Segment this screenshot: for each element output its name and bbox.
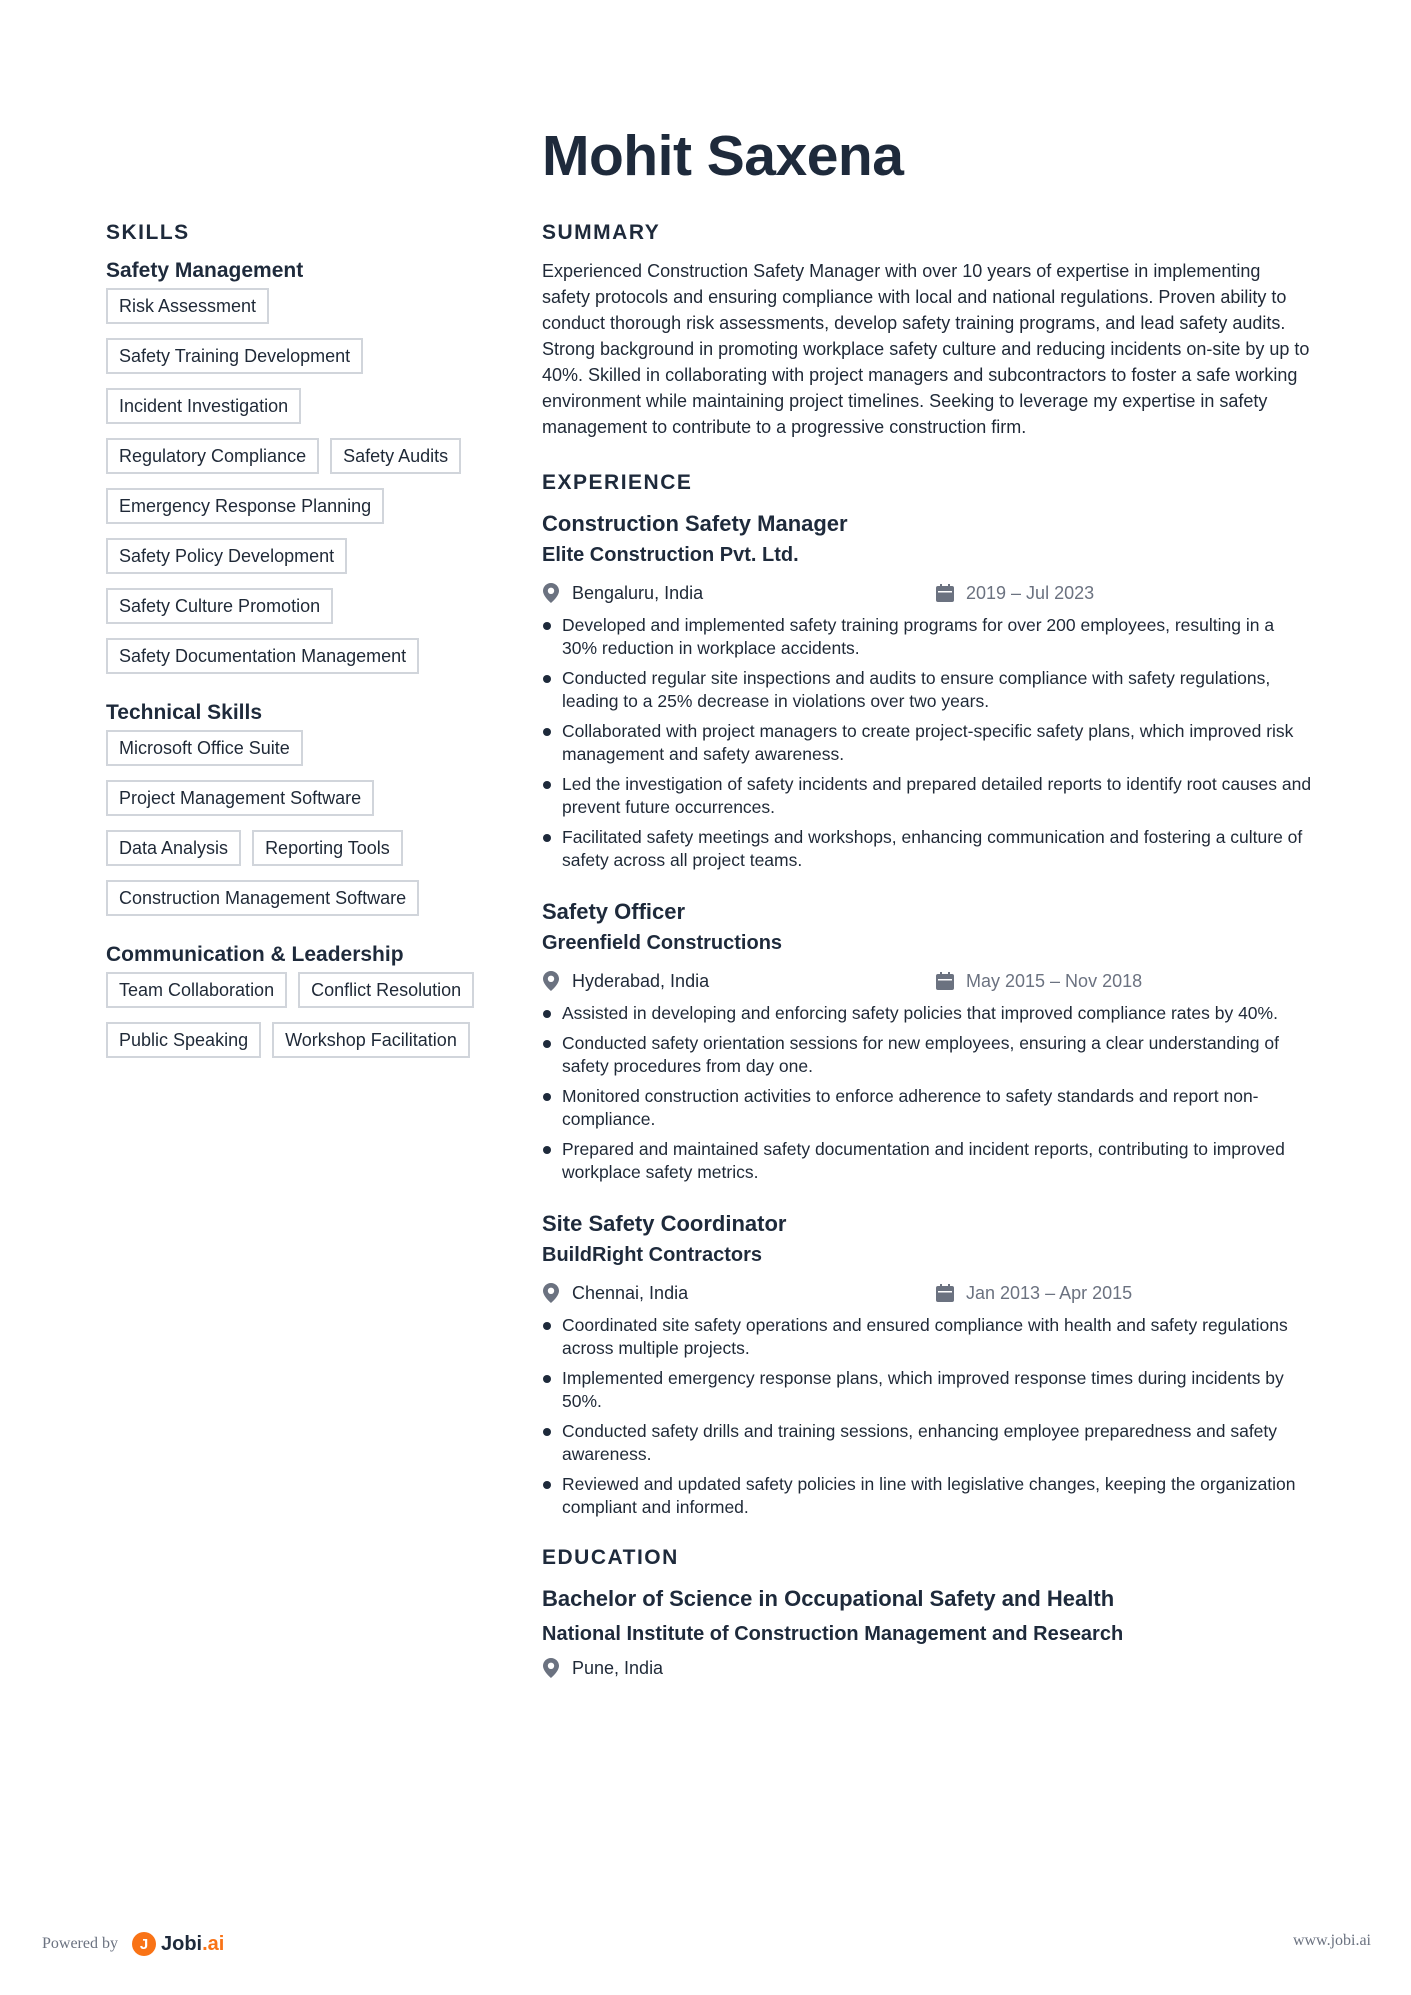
skill-tag: Public Speaking bbox=[106, 1022, 261, 1058]
skill-tag: Data Analysis bbox=[106, 830, 241, 866]
education-section bbox=[542, 1545, 1312, 1681]
jobi-logo-icon: J bbox=[132, 1932, 156, 1956]
job-bullet: Monitored construction activities to enforce adherence to safety standards and report non-compliance. bbox=[542, 1085, 1312, 1131]
candidate-name: Mohit Saxena bbox=[542, 124, 904, 188]
skill-tag: Regulatory Compliance bbox=[106, 438, 319, 474]
job-location bbox=[542, 1280, 688, 1306]
footer-powered-by bbox=[42, 1932, 224, 1956]
education-school: National Institute of Construction Management and Research bbox=[542, 1623, 1124, 1645]
skill-group-title: Technical Skills bbox=[106, 701, 263, 724]
job-bullet: Conducted safety orientation sessions for new employees, ensuring a clear understanding of safety procedures from day one. bbox=[542, 1032, 1312, 1078]
job-bullet: Led the investigation of safety incidents and prepared detailed reports to identify root causes and prevent future occurrences. bbox=[542, 773, 1312, 819]
job-bullet: Prepared and maintained safety documentation and incident reports, contributing to improved workplace safety metrics. bbox=[542, 1138, 1312, 1184]
education-degree: Bachelor of Science in Occupational Safety and Health bbox=[542, 1586, 1115, 1611]
summary-text: Experienced Construction Safety Manager with over 10 years of expertise in implementing safety protocols and ensuring compliance with local and national regulations. Proven ability to conduct thorough risk assessments, develop safety training programs, and lead safety audits. Strong background in promoting workplace safety culture and reducing incidents on-site by up to 40%. Skilled in collaborating with project managers and subcontractors to foster a safe working environment while maintaining project timelines. Seeking to leverage my expertise in safety management to contribute to a progressive construction firm. bbox=[542, 261, 1310, 437]
job-company: Elite Construction Pvt. Ltd. bbox=[542, 544, 799, 566]
skill-group bbox=[106, 700, 506, 916]
job-meta bbox=[542, 968, 1312, 994]
job-dates-text: Jan 2013 – Apr 2015 bbox=[966, 1283, 1133, 1303]
job-bullet-list bbox=[542, 1314, 1312, 1519]
job-location-text: Chennai, India bbox=[572, 1283, 689, 1303]
map-pin-icon bbox=[542, 583, 560, 603]
job-bullet-list bbox=[542, 614, 1312, 872]
summary-heading: SUMMARY bbox=[542, 221, 661, 244]
summary-section bbox=[542, 220, 1312, 440]
powered-by-label: Powered by bbox=[42, 1935, 118, 1952]
skill-tag: Risk Assessment bbox=[106, 288, 269, 324]
job-dates-text: 2019 – Jul 2023 bbox=[966, 583, 1095, 603]
education-location bbox=[542, 1655, 663, 1681]
job-bullet: Developed and implemented safety training programs for over 200 employees, resulting in a 30% reduction in workplace accidents. bbox=[542, 614, 1312, 660]
skill-tag-list bbox=[106, 972, 506, 1058]
job-bullet: Conducted safety drills and training sessions, enhancing employee preparedness and safety awareness. bbox=[542, 1420, 1312, 1466]
education-heading: EDUCATION bbox=[542, 1546, 679, 1569]
skills-column bbox=[106, 220, 506, 1084]
job-entry bbox=[542, 1210, 1312, 1519]
job-bullet: Reviewed and updated safety policies in line with legislative changes, keeping the organization compliant and informed. bbox=[542, 1473, 1312, 1519]
job-entry bbox=[542, 510, 1312, 872]
education-location-text: Pune, India bbox=[572, 1658, 664, 1678]
job-title: Construction Safety Manager bbox=[542, 511, 848, 536]
jobi-logo[interactable] bbox=[132, 1932, 224, 1956]
skill-group-title: Communication & Leadership bbox=[106, 943, 404, 966]
skill-group bbox=[106, 942, 506, 1058]
skill-tag: Emergency Response Planning bbox=[106, 488, 384, 524]
skill-tag: Incident Investigation bbox=[106, 388, 301, 424]
job-meta bbox=[542, 1280, 1312, 1306]
jobi-logo-text: Jobi bbox=[160, 1932, 203, 1955]
skill-tag: Team Collaboration bbox=[106, 972, 287, 1008]
job-dates bbox=[936, 1280, 1132, 1306]
footer-url[interactable]: www.jobi.ai bbox=[1292, 1932, 1371, 1949]
skill-group-title: Safety Management bbox=[106, 259, 304, 282]
job-entry bbox=[542, 898, 1312, 1184]
job-bullet: Coordinated site safety operations and ensured compliance with health and safety regulations across multiple projects. bbox=[542, 1314, 1312, 1360]
skill-tag: Safety Audits bbox=[330, 438, 461, 474]
job-dates-text: May 2015 – Nov 2018 bbox=[966, 971, 1143, 991]
job-title: Safety Officer bbox=[542, 899, 686, 924]
skill-tag: Safety Training Development bbox=[106, 338, 363, 374]
calendar-icon bbox=[936, 971, 954, 991]
job-location bbox=[542, 580, 703, 606]
skill-tag: Reporting Tools bbox=[252, 830, 403, 866]
main-column bbox=[542, 220, 1312, 1681]
skill-tag: Construction Management Software bbox=[106, 880, 419, 916]
job-list bbox=[542, 510, 1312, 1519]
job-bullet: Assisted in developing and enforcing safety policies that improved compliance rates by 40%. bbox=[542, 1002, 1312, 1025]
map-pin-icon bbox=[542, 1658, 560, 1678]
skill-tag: Safety Documentation Management bbox=[106, 638, 419, 674]
skill-tag: Project Management Software bbox=[106, 780, 374, 816]
job-bullet: Facilitated safety meetings and workshops, enhancing communication and fostering a culture of safety across all project teams. bbox=[542, 826, 1312, 872]
map-pin-icon bbox=[542, 971, 560, 991]
skill-groups bbox=[106, 258, 506, 1058]
calendar-icon bbox=[936, 1283, 954, 1303]
education-meta bbox=[542, 1655, 1312, 1681]
experience-section bbox=[542, 470, 1312, 1519]
job-location bbox=[542, 968, 709, 994]
map-pin-icon bbox=[542, 1283, 560, 1303]
skill-tag: Safety Culture Promotion bbox=[106, 588, 333, 624]
job-dates bbox=[936, 580, 1094, 606]
skill-tag: Workshop Facilitation bbox=[272, 1022, 470, 1058]
job-company: Greenfield Constructions bbox=[542, 932, 783, 954]
skill-tag-list bbox=[106, 730, 506, 916]
job-title: Site Safety Coordinator bbox=[542, 1211, 787, 1236]
job-company: BuildRight Contractors bbox=[542, 1244, 762, 1266]
job-location-text: Hyderabad, India bbox=[572, 971, 710, 991]
job-bullet: Implemented emergency response plans, which improved response times during incidents by 50%. bbox=[542, 1367, 1312, 1413]
jobi-logo-suffix: .ai bbox=[202, 1932, 225, 1955]
job-bullet: Collaborated with project managers to create project-specific safety plans, which improved risk management and safety awareness. bbox=[542, 720, 1312, 766]
skill-tag-list bbox=[106, 288, 506, 674]
job-location-text: Bengaluru, India bbox=[572, 583, 704, 603]
skill-tag: Conflict Resolution bbox=[298, 972, 474, 1008]
skill-group bbox=[106, 258, 506, 674]
skills-heading: SKILLS bbox=[106, 221, 190, 244]
job-bullet-list bbox=[542, 1002, 1312, 1184]
skill-tag: Safety Policy Development bbox=[106, 538, 347, 574]
calendar-icon bbox=[936, 583, 954, 603]
skill-tag: Microsoft Office Suite bbox=[106, 730, 303, 766]
experience-heading: EXPERIENCE bbox=[542, 471, 693, 494]
job-meta bbox=[542, 580, 1312, 606]
job-dates bbox=[936, 968, 1142, 994]
job-bullet: Conducted regular site inspections and audits to ensure compliance with safety regulations, leading to a 25% decrease in violations over two years. bbox=[542, 667, 1312, 713]
